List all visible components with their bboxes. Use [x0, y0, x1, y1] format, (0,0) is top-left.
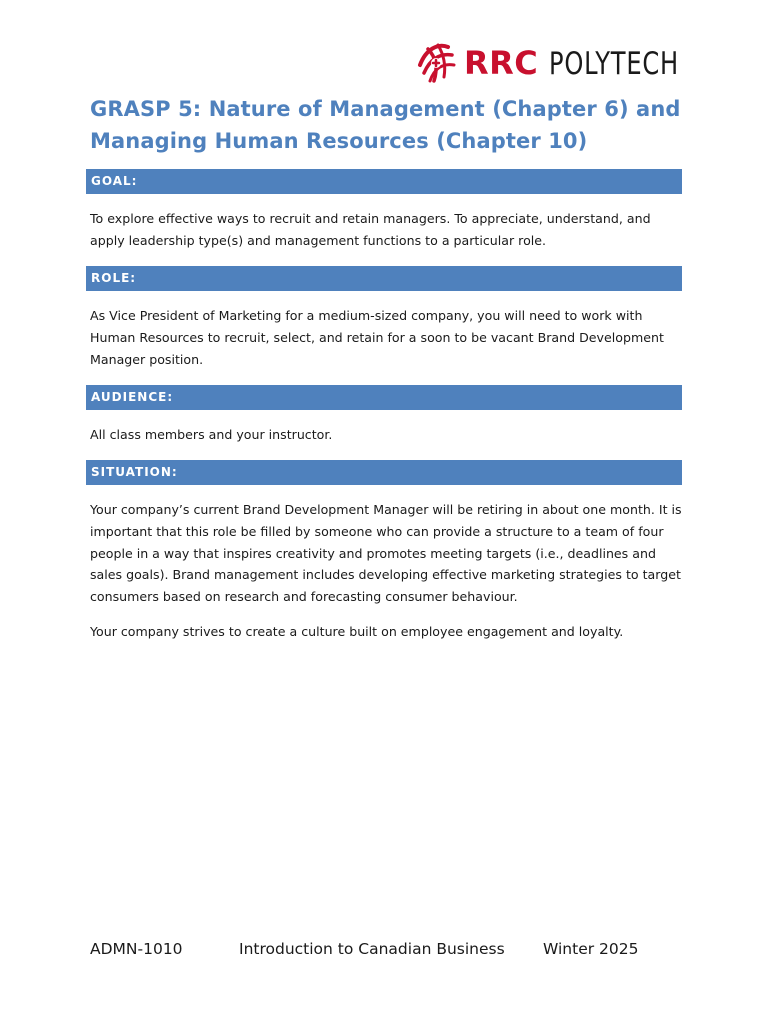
rrc-polytech-mark-icon: [414, 41, 458, 85]
audience-paragraph: All class members and your instructor.: [90, 427, 333, 442]
page-title: GRASP 5: Nature of Management (Chapter 6) and Managing Human Resources (Chapter 10): [90, 97, 681, 153]
situation-heading: SITUATION:: [86, 460, 682, 485]
audience-heading: AUDIENCE:: [86, 385, 682, 410]
footer-course-name: Introduction to Canadian Business: [239, 940, 505, 958]
footer-course-code: ADMN-1010: [90, 940, 183, 958]
goal-heading: GOAL:: [86, 169, 682, 194]
page-footer: [0, 940, 768, 964]
situation-paragraph: Your company’s current Brand Development Manager will be retiring in about one month. It is important that this role be filled by someone who can provide a structure to a team of four people in a way that inspires creativity and promotes meeting targets (i.e., deadlines and sales goals). Brand management includes developing effective marketing strategies to target consumers based on research and forecasting consumer behaviour.: [90, 502, 682, 605]
goal-paragraph: To explore effective ways to recruit and retain managers. To appreciate, understand, and apply leadership type(s) and management functions to a particular role.: [90, 211, 651, 248]
rrc-polytech-logo: [414, 40, 716, 86]
logo-rrc-text: RRC: [464, 43, 539, 82]
logo-polytech-text: POLYTECH: [549, 45, 680, 82]
footer-term: Winter 2025: [543, 940, 639, 958]
role-heading: ROLE:: [86, 266, 682, 291]
role-paragraph: As Vice President of Marketing for a medium-sized company, you will need to work with Human Resources to recruit, select, and retain for a soon to be vacant Brand Development Manager position.: [90, 308, 664, 367]
situation-paragraph-culture: Your company strives to create a culture built on employee engagement and loyalty.: [90, 624, 624, 639]
logo-wordmark: [464, 43, 716, 82]
